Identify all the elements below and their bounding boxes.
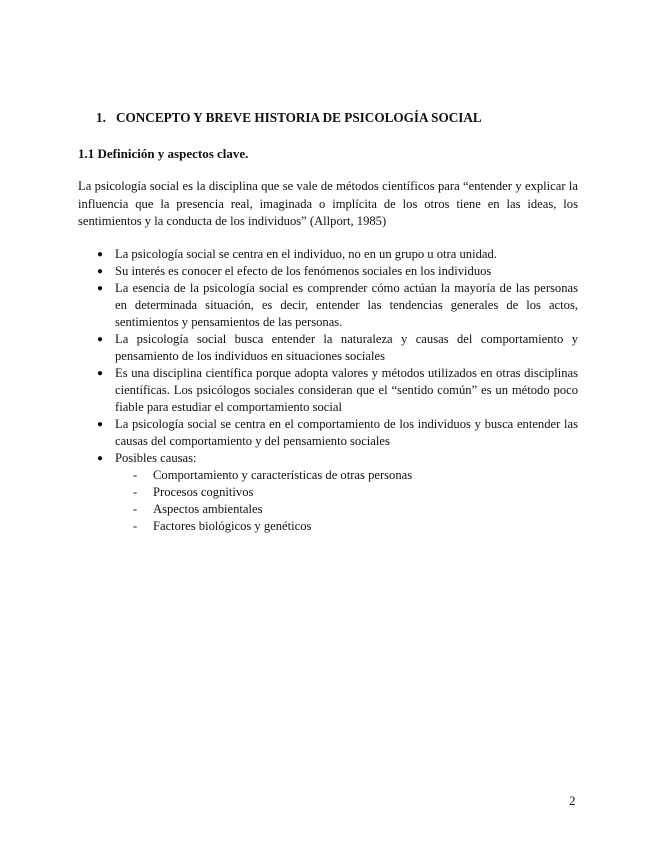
- bullet-icon: ●: [97, 368, 104, 379]
- bullet-text: Su interés es conocer el efecto de los fenómenos sociales en los individuos: [115, 264, 492, 278]
- bullet-icon: ●: [97, 419, 104, 430]
- bullet-item: [78, 280, 578, 331]
- bullet-text: La psicología social busca entender la naturaleza y causas del comportamiento y pensamiento de los individuos en situaciones sociales: [115, 332, 578, 363]
- cause-item: [115, 501, 578, 518]
- bullet-text: La psicología social se centra en el individuo, no en un grupo u otra unidad.: [115, 247, 497, 261]
- bullet-item: [78, 331, 578, 365]
- bullet-text: Es una disciplina científica porque adopta valores y métodos utilizados en otras disciplinas científicas. Los psicólogos sociales consideran que el “sentido común” es un método poco fiable para estudiar el comportamiento social: [115, 366, 578, 414]
- bullet-list: [78, 246, 578, 535]
- bullet-icon: ●: [97, 249, 104, 260]
- bullet-icon: ●: [97, 266, 104, 277]
- bullet-item: [78, 246, 578, 263]
- bullet-text: Posibles causas:: [115, 451, 197, 465]
- cause-item: [115, 467, 578, 484]
- bullet-item: [78, 450, 578, 535]
- bullet-icon: ●: [97, 283, 104, 294]
- causes-list: [115, 467, 578, 535]
- subsection-heading: 1.1 Definición y aspectos clave.: [78, 146, 249, 161]
- cause-text: Aspectos ambientales: [153, 502, 263, 516]
- bullet-icon: ●: [97, 334, 104, 345]
- bullet-item: [78, 263, 578, 280]
- cause-item: [115, 484, 578, 501]
- bullet-item: [78, 365, 578, 416]
- cause-item: [115, 518, 578, 535]
- bullet-text: La psicología social se centra en el comportamiento de los individuos y busca entender las causas del comportamiento y del pensamiento sociales: [115, 417, 578, 448]
- intro-paragraph: La psicología social es la disciplina que se vale de métodos científicos para “entender y explicar la influencia que la presencia real, imaginada o implícita de los otros tiene en las ideas, los sentimientos y la conducta de los individuos” (Allport, 1985): [78, 179, 578, 228]
- cause-text: Comportamiento y características de otras personas: [153, 468, 413, 482]
- dash-icon: -: [133, 502, 138, 516]
- bullet-item: [78, 416, 578, 450]
- bullet-icon: ●: [97, 453, 104, 464]
- bullet-text: La esencia de la psicología social es comprender cómo actúan la mayoría de las personas en determinada situación, es decir, entender las tendencias generales de los actos, sentimientos y pensamientos de las personas.: [115, 281, 578, 329]
- section-title: CONCEPTO Y BREVE HISTORIA DE PSICOLOGÍA SOCIAL: [116, 110, 482, 125]
- dash-icon: -: [133, 485, 138, 499]
- section-heading: [96, 110, 482, 126]
- dash-icon: -: [133, 519, 138, 533]
- cause-text: Procesos cognitivos: [153, 485, 254, 499]
- dash-icon: -: [133, 468, 138, 482]
- section-number: 1.: [96, 110, 106, 125]
- page-number: 2: [569, 793, 576, 808]
- cause-text: Factores biológicos y genéticos: [153, 519, 312, 533]
